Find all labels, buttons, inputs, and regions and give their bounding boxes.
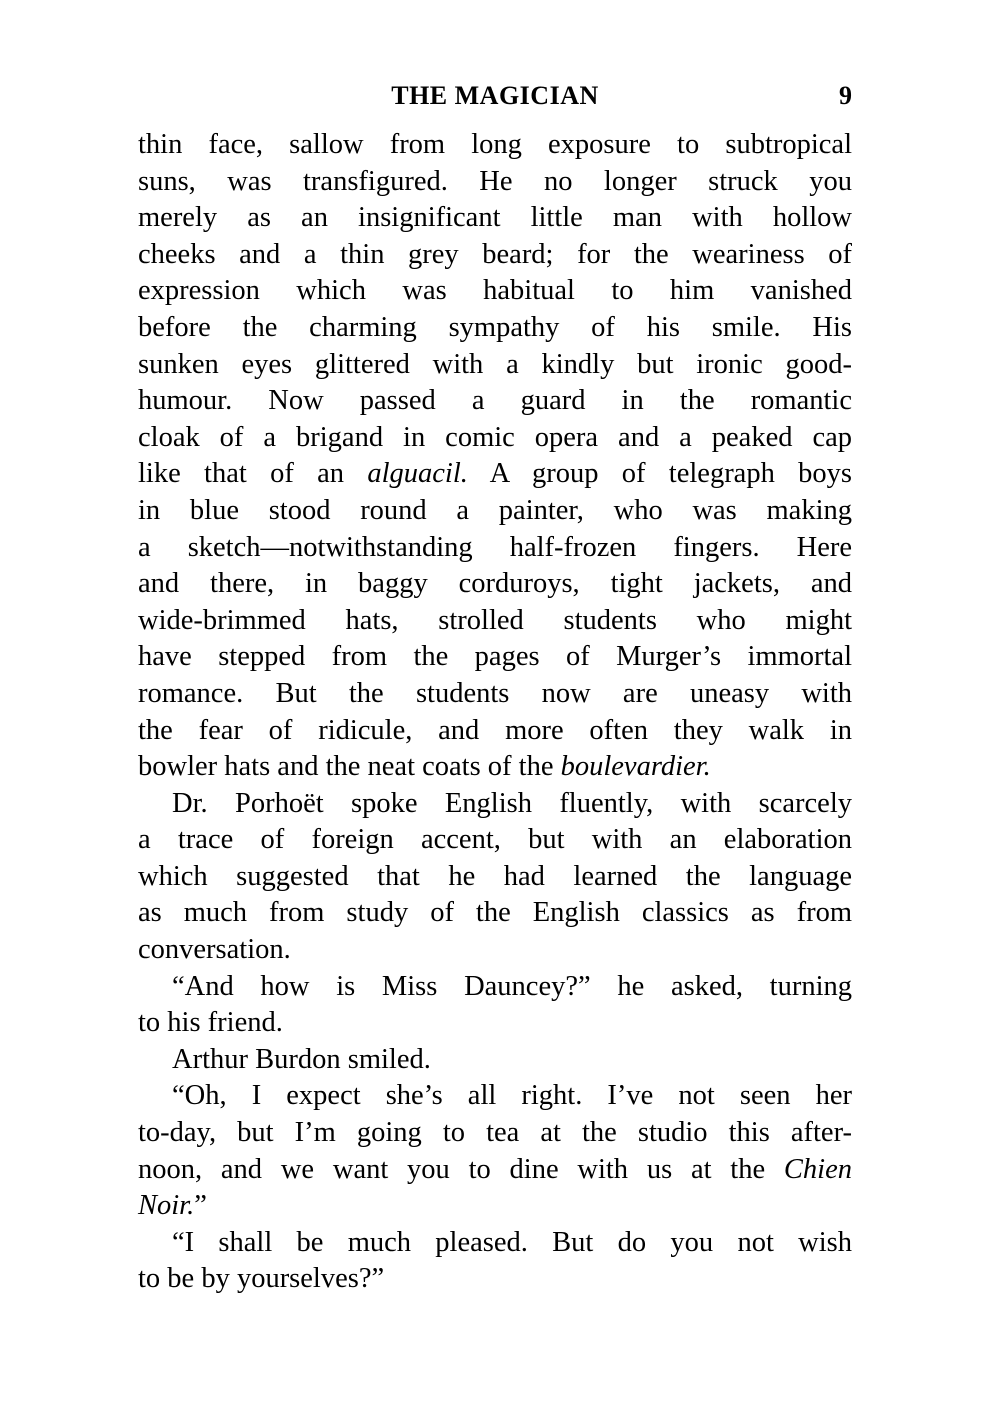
text-line [138, 237, 852, 274]
text-segment: bowler hats and the neat coats of the [138, 751, 561, 783]
text-line [138, 383, 852, 420]
text-line [138, 749, 852, 786]
text-line [138, 1005, 852, 1042]
text-line [138, 969, 852, 1006]
text-segment: A group of telegraph boys [467, 458, 852, 490]
text-line [138, 639, 852, 676]
text-line [138, 1152, 852, 1189]
italic-text: Noir. [138, 1190, 195, 1222]
text-segment: noon, and we want you to dine with us at the [138, 1153, 784, 1185]
text-line [138, 1042, 852, 1079]
running-head [138, 78, 852, 114]
body-text [138, 127, 852, 1298]
text-segment: a sketch—notwithstanding half-frozen fingers. Here [138, 531, 852, 563]
text-segment: to be by yourselves?” [138, 1263, 385, 1295]
text-line [138, 932, 852, 969]
text-segment: sunken eyes glittered with a kindly but ironic good- [138, 348, 852, 380]
text-line [138, 1188, 852, 1225]
text-segment: thin face, sallow from long exposure to subtropical [138, 129, 852, 160]
text-line [138, 676, 852, 713]
running-title: THE MAGICIAN [391, 81, 599, 110]
text-line [138, 895, 852, 932]
text-line [138, 859, 852, 896]
italic-text: boulevardier. [560, 751, 711, 783]
text-segment: the fear of ridicule, and more often they walk in [138, 714, 852, 746]
text-line [138, 603, 852, 640]
italic-text: Chien [783, 1153, 852, 1185]
text-line [138, 273, 852, 310]
text-segment: Arthur Burdon smiled. [172, 1043, 431, 1075]
text-segment: merely as an insignificant little man with hollow [138, 202, 852, 234]
text-segment: and there, in baggy corduroys, tight jackets, and [138, 568, 852, 600]
text-segment: “Oh, I expect she’s all right. I’ve not seen her [172, 1080, 852, 1112]
page-number: 9 [839, 81, 852, 110]
text-line [138, 786, 852, 823]
text-segment: romance. But the students now are uneasy with [138, 677, 852, 709]
text-line [138, 566, 852, 603]
text-line [138, 347, 852, 384]
text-line [138, 200, 852, 237]
text-segment: “And how is Miss Dauncey?” he asked, turning [172, 970, 852, 1002]
text-segment: have stepped from the pages of Murger’s immortal [138, 641, 852, 673]
text-line [138, 713, 852, 750]
text-segment: a trace of foreign accent, but with an elaboration [138, 824, 852, 856]
text-segment: which suggested that he had learned the language [138, 860, 852, 892]
text-segment: suns, was transfigured. He no longer struck you [138, 165, 852, 197]
text-segment: expression which was habitual to him vanished [138, 275, 852, 307]
text-segment: cheeks and a thin grey beard; for the weariness of [138, 238, 852, 270]
text-segment: “I shall be much pleased. But do you not wish [172, 1226, 852, 1258]
text-segment: as much from study of the English classics as from [138, 897, 852, 929]
text-line [138, 1115, 852, 1152]
text-segment: before the charming sympathy of his smile. His [138, 311, 852, 343]
text-line [138, 1225, 852, 1262]
text-segment: in blue stood round a painter, who was making [138, 494, 852, 526]
text-line [138, 493, 852, 530]
text-segment: humour. Now passed a guard in the romantic [138, 385, 852, 417]
text-segment: to-day, but I’m going to tea at the studio this after- [138, 1117, 852, 1149]
text-segment: ” [194, 1190, 207, 1222]
text-line [138, 822, 852, 859]
italic-text: alguacil. [367, 458, 468, 490]
text-segment: like that of an [138, 458, 368, 490]
text-line [138, 530, 852, 567]
text-line [138, 164, 852, 201]
paragraph [138, 786, 852, 969]
text-segment: conversation. [138, 934, 291, 966]
text-line [138, 310, 852, 347]
text-line [138, 1261, 852, 1298]
text-line [138, 456, 852, 493]
text-segment: cloak of a brigand in comic opera and a peaked cap [138, 421, 852, 453]
paragraph [138, 1225, 852, 1298]
text-line [138, 127, 852, 164]
paragraph [138, 969, 852, 1042]
text-segment: wide-brimmed hats, strolled students who might [138, 604, 852, 636]
text-line [138, 420, 852, 457]
paragraph [138, 127, 852, 786]
text-segment: to his friend. [138, 1007, 283, 1039]
text-line [138, 1078, 852, 1115]
paragraph [138, 1078, 852, 1224]
paragraph [138, 1042, 852, 1079]
text-segment: Dr. Porhoët spoke English fluently, with scarcely [172, 787, 852, 819]
